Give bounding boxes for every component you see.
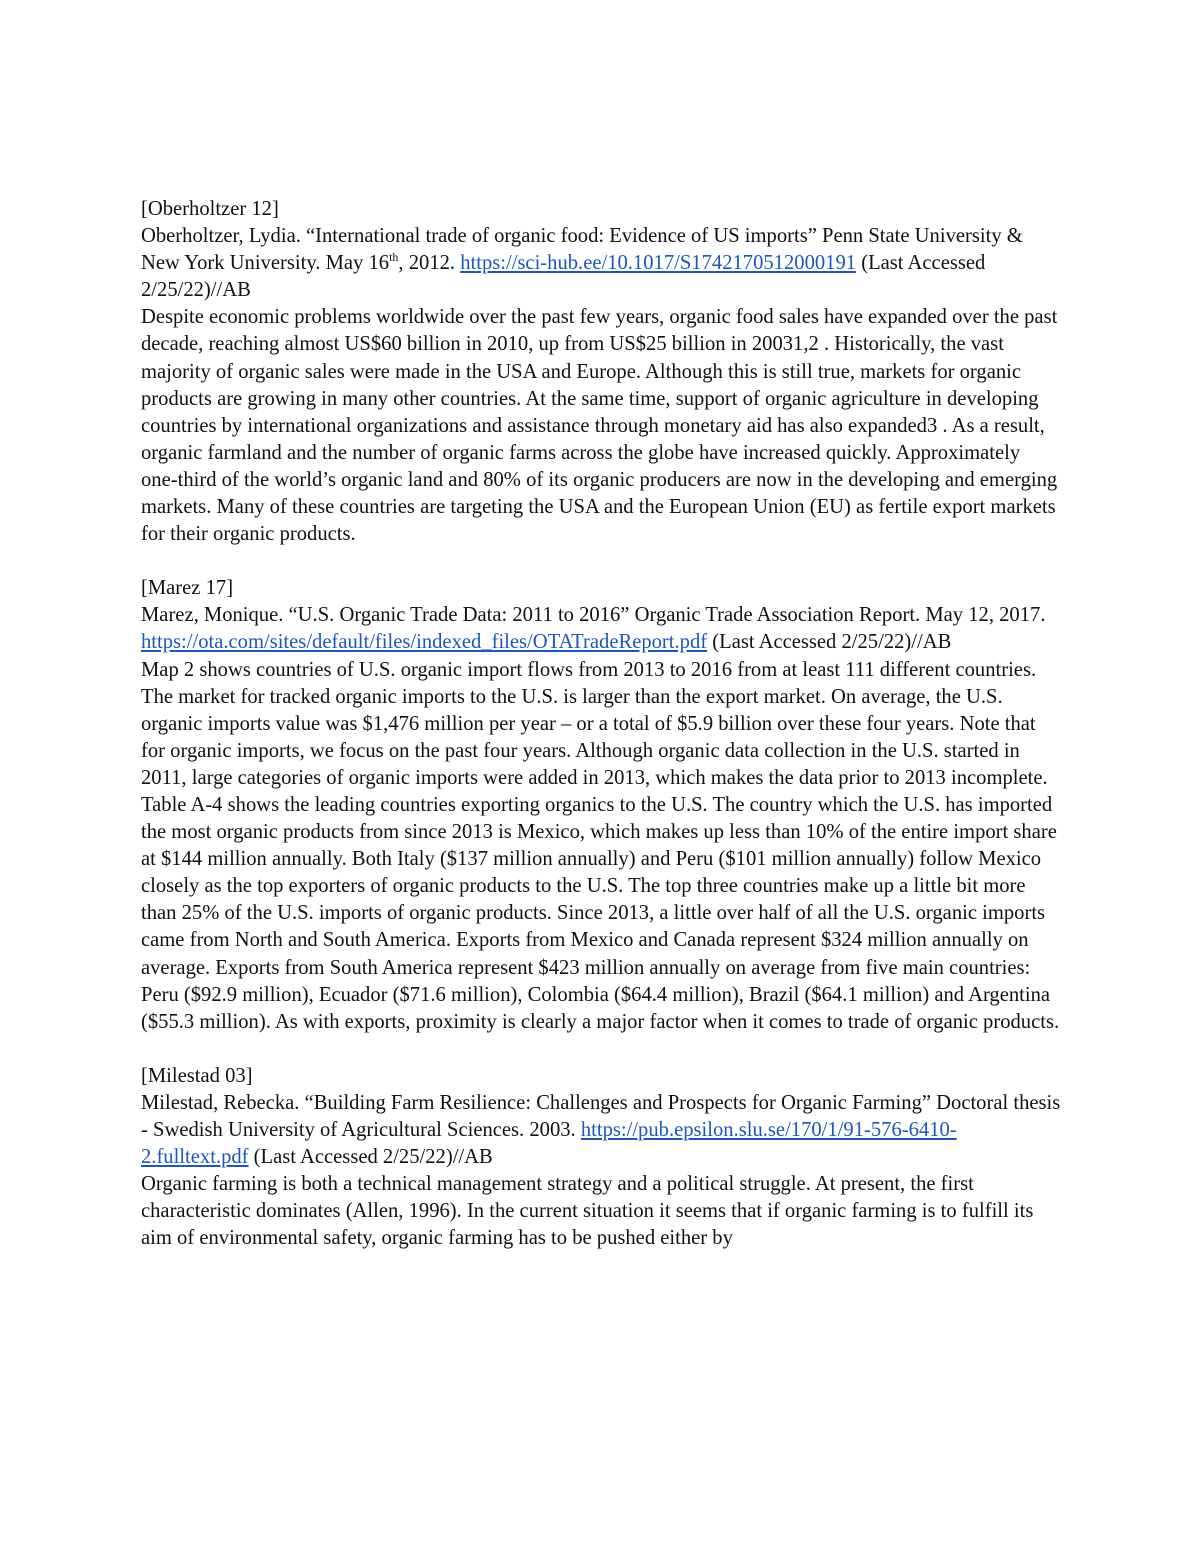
evidence-card-milestad	[141, 1063, 1061, 1253]
card-tag: [Oberholtzer 12]	[141, 198, 279, 220]
source-link[interactable]: https://ota.com/sites/default/files/indexed_files/OTATradeReport.pdf	[141, 631, 708, 654]
citation-text: Milestad, Rebecka. “Building Farm Resilience: Challenges and Prospects for Organic Farming” Doctoral thesis - Swedish University of Agricultural Sciences. 2003.	[141, 1091, 1061, 1141]
card-body: Despite economic problems worldwide over the past few years, organic food sales have expanded over the past decade, reaching almost US$60 billion in 2010, up from US$25 billion in 20031,2 . Historically, the vast majority of organic sales were made in the USA and Europe. Although this is still true, markets for organic products are growing in many other countries. At the same time, support of organic agriculture in developing countries by international organizations and assistance through monetary aid has also expanded3 . As a result, organic farmland and the number of organic farms across the globe have increased quickly. Approximately one-third of the world’s organic land and 80% of its organic producers are now in the developing and emerging markets. Many of these countries are targeting the USA and the European Union (EU) as fertile export markets for their organic products.	[141, 306, 1058, 546]
card-citation	[141, 602, 1061, 656]
document-page	[141, 196, 1061, 1279]
date-superscript: th	[389, 250, 399, 265]
card-tag: [Marez 17]	[141, 577, 234, 600]
source-link[interactable]: https://sci-hub.ee/10.1017/S1742170512000191	[460, 252, 857, 275]
card-body: Map 2 shows countries of U.S. organic import flows from 2013 to 2016 from at least 111 different countries. The market for tracked organic imports to the U.S. is larger than the export market. On average, the U.S. organic imports value was $1,476 million per year – or a total of $5.9 billion over these four years. Note that for organic imports, we focus on the past four years. Although organic data collection in the U.S. started in 2011, large categories of organic imports were added in 2013, which makes the data prior to 2013 incomplete. Table A-4 shows the leading countries exporting organics to the U.S. The country which the U.S. has imported the most organic products from since 2013 is Mexico, which makes up less than 10% of the entire import share at $144 million annually. Both Italy ($137 million annually) and Peru ($101 million annually) follow Mexico closely as the top exporters of organic products to the U.S. The top three countries make up a little bit more than 25% of the U.S. imports of organic products. Since 2013, a little over half of all the U.S. organic imports came from North and South America. Exports from Mexico and Canada represent $324 million annually on average. Exports from South America represent $423 million annually on average from five main countries: Peru ($92.9 million), Ecuador ($71.6 million), Colombia ($64.4 million), Brazil ($64.1 million) and Argentina ($55.3 million). As with exports, proximity is clearly a major factor when it comes to trade of organic products.	[141, 658, 1060, 1033]
card-body: Organic farming is both a technical management strategy and a political struggle. At present, the first characteristic dominates (Allen, 1996). In the current situation it seems that if organic farming is to fulfill its aim of environmental safety, organic farming has to be pushed either by	[141, 1173, 1034, 1250]
card-citation	[141, 1090, 1061, 1171]
source-link[interactable]: https://pub.epsilon.slu.se/170/1/91-576-6410-2.fulltext.pdf	[141, 1119, 957, 1169]
access-note: (Last Accessed 2/25/22)//AB	[248, 1146, 493, 1169]
evidence-card-oberholtzer	[141, 196, 1061, 548]
citation-text: Marez, Monique. “U.S. Organic Trade Data: 2011 to 2016” Organic Trade Association Report. May 12, 2017.	[141, 604, 1046, 627]
citation-text: Oberholtzer, Lydia. “International trade of organic food: Evidence of US imports” Penn State University & New York University. May 16	[141, 225, 1023, 275]
card-tag: [Milestad 03]	[141, 1064, 253, 1087]
citation-date-tail: , 2012.	[398, 252, 461, 275]
access-note: (Last Accessed 2/25/22)//AB	[141, 252, 986, 302]
evidence-card-marez	[141, 575, 1061, 1036]
access-note: (Last Accessed 2/25/22)//AB	[707, 631, 952, 654]
card-citation	[141, 223, 1061, 304]
